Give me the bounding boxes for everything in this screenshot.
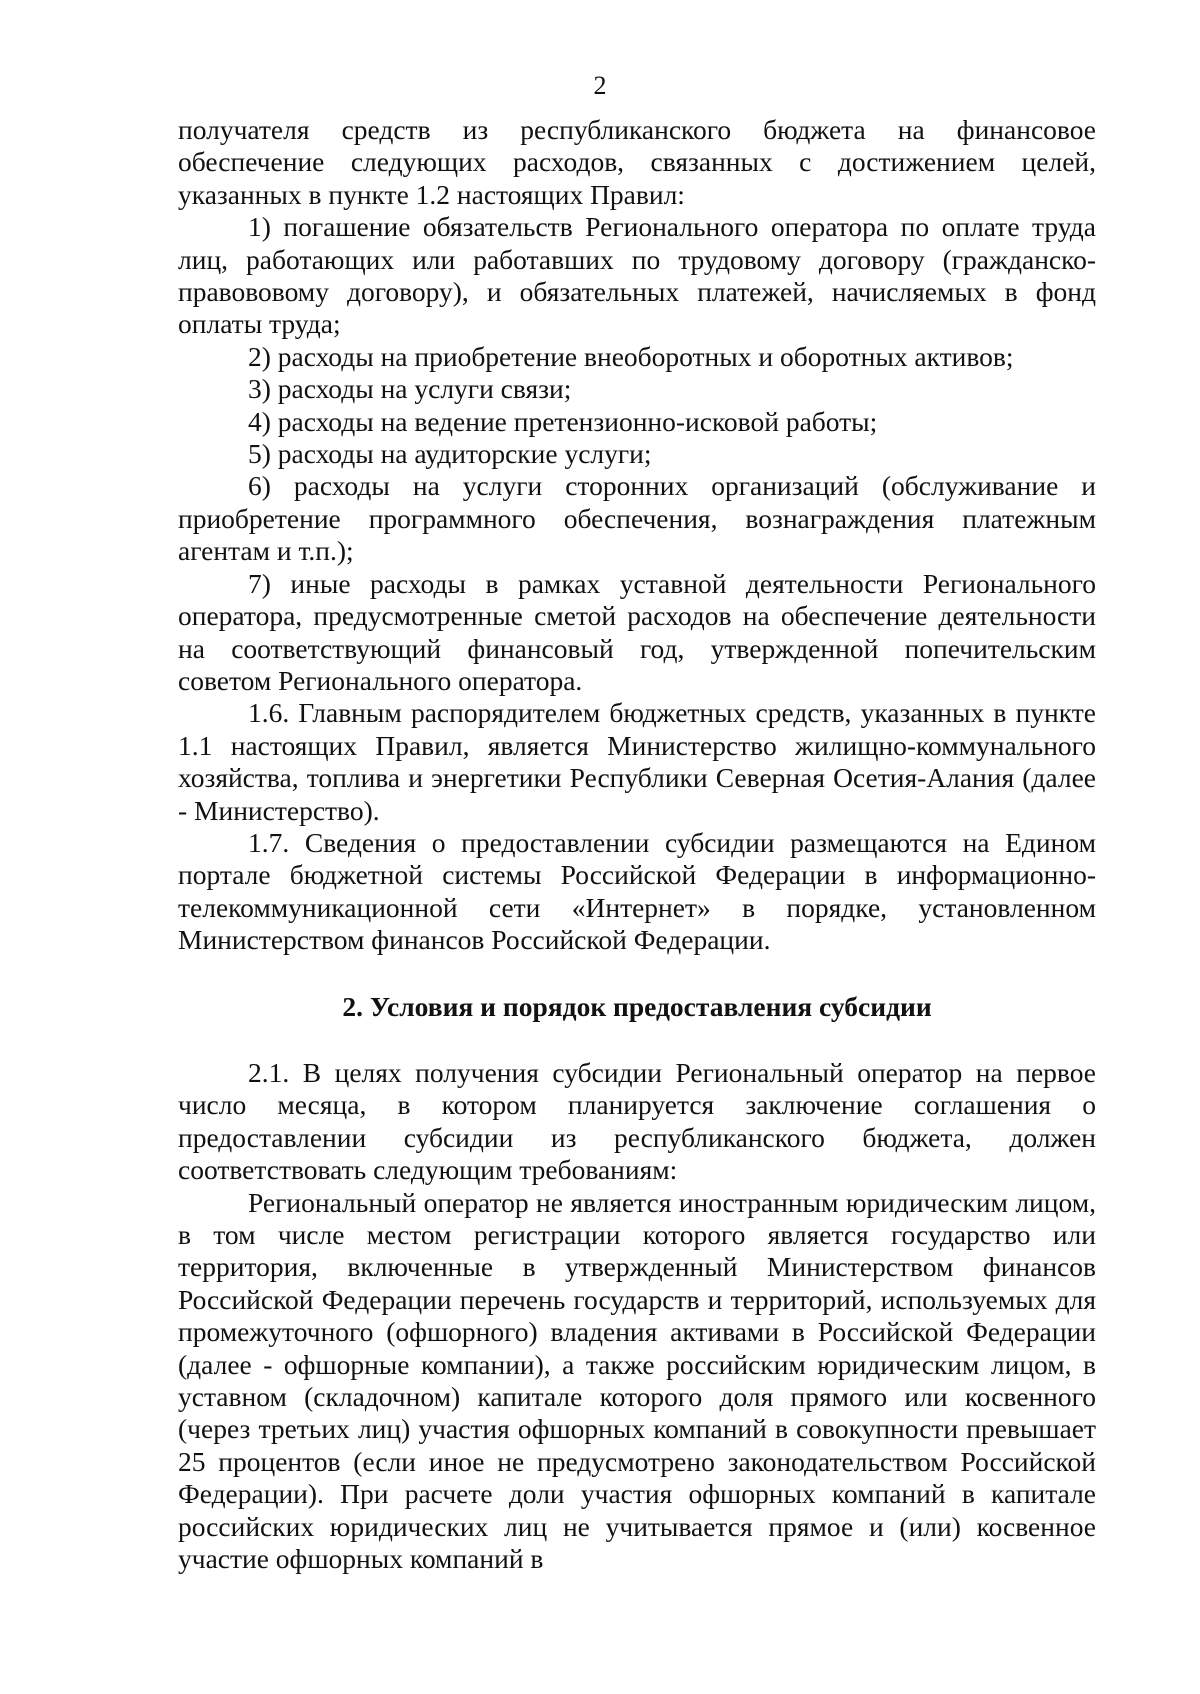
clause-1-6: 1.6. Главным распорядителем бюджетных средств, указанных в пункте 1.1 настоящих Правил, является Министерство жилищно-коммунального хозяйства, топлива и энергетики Республики Северная Осетия-Алания (далее - Министерство).: [178, 697, 1096, 826]
list-item-2: 2) расходы на приобретение внеоборотных и оборотных активов;: [248, 340, 1014, 372]
page-number: 2: [593, 71, 607, 100]
clause-2-1: 2.1. В целях получения субсидии Региональный оператор на первое число месяца, в котором планируется заключение соглашения о предоставлении субсидии из республиканского бюджета, должен соответствовать следующим требованиям:: [178, 1056, 1096, 1186]
paragraph-continuation: получателя средств из республиканского бюджета на финансовое обеспечение следующих расходов, связанных с достижением целей, указанных в пункте 1.2 настоящих Правил:: [178, 114, 1096, 210]
list-item-7: 7) иные расходы в рамках уставной деятельности Регионального оператора, предусмотренные сметой расходов на обеспечение деятельности на соответствующий финансовый год, утвержденной попечительским советом Регионального оператора.: [178, 567, 1096, 696]
requirement-paragraph: Региональный оператор не является иностранным юридическим лицом, в том числе местом регистрации которого является государство или территория, включенные в утвержденный Министерством финансов Российской Федерации перечень государств и территорий, используемых для промежуточного (офшорного) владения активами в Российской Федерации (далее - офшорные компании), а также российским юридическим лицом, в уставном (складочном) капитале которого доля прямого или косвенного (через третьих лиц) участия офшорных компаний в совокупности превышает 25 процентов (если иное не предусмотрено законодательством Российской Федерации). При расчете доли участия офшорных компаний в капитале российских юридических лиц не учитывается прямое и (или) косвенное участие офшорных компаний в: [178, 1186, 1096, 1575]
list-item-3: 3) расходы на услуги связи;: [248, 373, 572, 405]
list-item-1: 1) погашение обязательств Регионального оператора по оплате труда лиц, работающих или работавших по трудовому договору (гражданско-правововому договору), и обязательных платежей, начисляемых в фонд оплаты труда;: [178, 211, 1096, 340]
document-body: [178, 114, 1096, 1575]
list-item-6: 6) расходы на услуги сторонних организаций (обслуживание и приобретение программного обеспечения, вознаграждения платежным агентам и т.п.);: [178, 470, 1096, 567]
clause-1-7: 1.7. Сведения о предоставлении субсидии размещаются на Едином портале бюджетной системы Российской Федерации в информационно-телекоммуникационной сети «Интернет» в порядке, установленном Министерством финансов Российской Федерации.: [178, 826, 1096, 956]
list-item-5: 5) расходы на аудиторские услуги;: [248, 438, 652, 470]
section-heading: 2. Условия и порядок предоставления субсидии: [342, 990, 932, 1022]
list-item-4: 4) расходы на ведение претензионно-исковой работы;: [248, 405, 878, 437]
